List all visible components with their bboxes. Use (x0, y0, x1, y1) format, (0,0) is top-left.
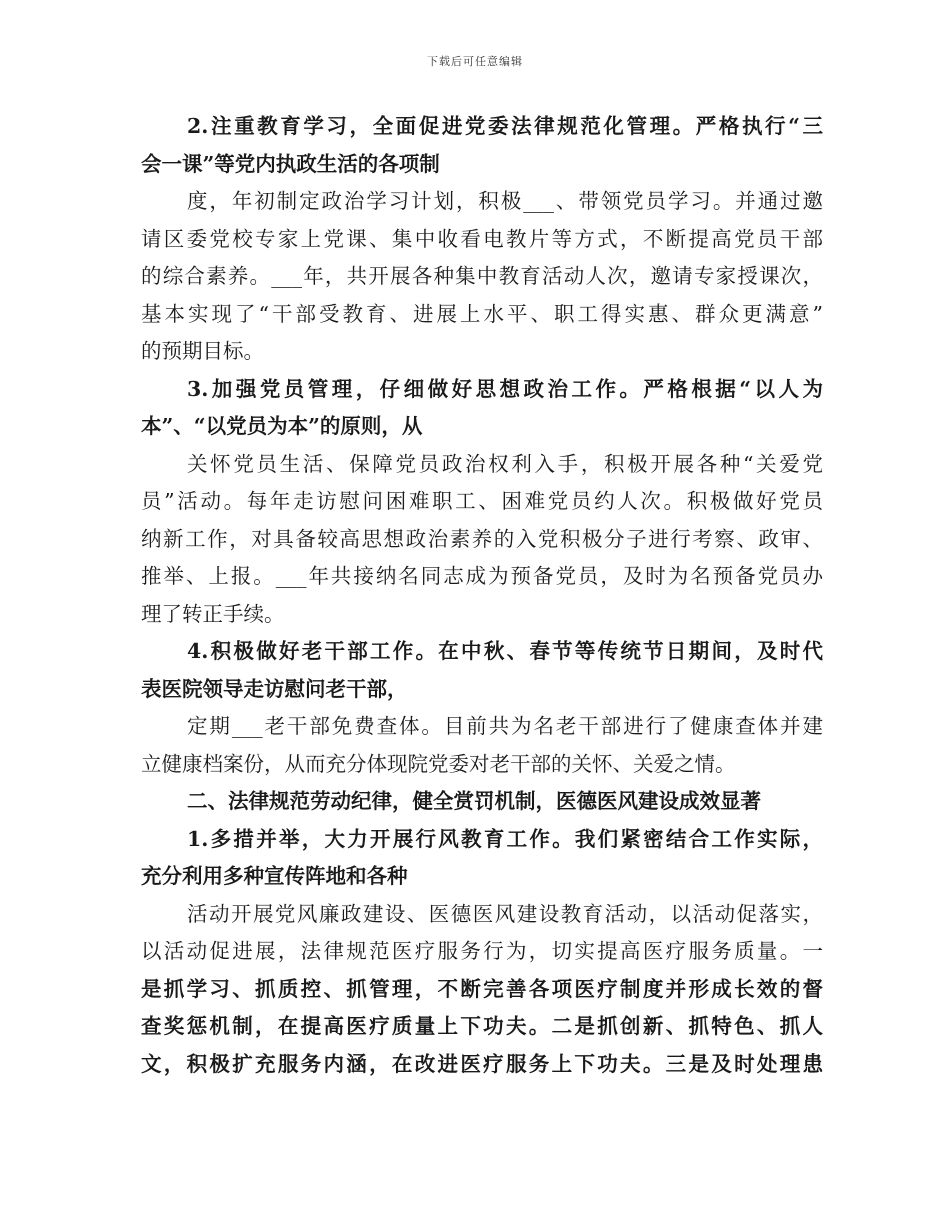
section-heading: 二、法律规范劳动纪律，健全赏罚机制，医德医风建设成效显著 (187, 789, 761, 813)
paragraph-heading-4-cont: 表医院领导走访慰问老干部， (141, 676, 408, 701)
paragraph-text: 立健康档案份，从而充分体现院党委对老干部的关怀、关爱之情。 (141, 751, 736, 776)
paragraph-heading-2: 2.注重教育学习，全面促进党委法律规范化管理。严格执行“三 (187, 114, 823, 138)
paragraph-text: 关怀党员生活、保障党员政治权利入手，积极开展各种“关爱党 (187, 451, 823, 476)
paragraph-text: 的综合素养。___年，共开展各种集中教育活动人次，邀请专家授课次， (141, 264, 823, 288)
paragraph-text: 推举、上报。___年共接纳名同志成为预备党员，及时为名预备党员办 (141, 564, 823, 588)
paragraph-text: 定期___老干部免费查体。目前共为名老干部进行了健康查体并建 (187, 714, 823, 738)
paragraph-text: 的预期目标。 (141, 339, 264, 363)
paragraph-text: 请区委党校专家上党课、集中收看电教片等方式，不断提高党员干部 (141, 226, 823, 251)
paragraph-text-bold: 文，积极扩充服务内涵，在改进医疗服务上下功夫。三是及时处理患 (141, 1051, 823, 1076)
paragraph-text-bold: 查奖惩机制，在提高医疗质量上下功夫。二是抓创新、抓特色、抓人 (141, 1014, 823, 1038)
paragraph-heading-2-cont: 会一课”等党内执政生活的各项制 (141, 151, 440, 176)
document-body (141, 108, 823, 1083)
paragraph-text: 活动开展党风廉政建设、医德医风建设教育活动，以活动促落实， (187, 901, 823, 926)
paragraph-heading-1: 1.多措并举，大力开展行风教育工作。我们紧密结合工作实际， (187, 826, 823, 851)
paragraph-text: 以活动促进展，法律规范医疗服务行为，切实提高医疗服务质量。一 (141, 939, 823, 963)
page-header-note: 下载后可任意编辑 (427, 55, 523, 68)
paragraph-text: 理了转正手续。 (141, 601, 285, 626)
paragraph-heading-3-cont: 本”、“以党员为本”的原则，从 (141, 414, 423, 438)
paragraph-heading-3: 3.加强党员管理，仔细做好思想政治工作。严格根据“以人为 (187, 376, 823, 401)
paragraph-heading-1-cont: 充分利用多种宣传阵地和各种 (141, 864, 408, 888)
paragraph-text: 基本实现了“干部受教育、进展上水平、职工得实惠、群众更满意” (141, 301, 823, 326)
paragraph-text: 度，年初制定政治学习计划，积极___、带领党员学习。并通过邀 (187, 189, 823, 213)
paragraph-text: 纳新工作，对具备较高思想政治素养的入党积极分子进行考察、政审、 (141, 526, 823, 551)
paragraph-text-bold: 是抓学习、抓质控、抓管理，不断完善各项医疗制度并形成长效的督 (141, 976, 823, 1001)
paragraph-text: 员”活动。每年走访慰问困难职工、困难党员约人次。积极做好党员 (141, 489, 823, 513)
paragraph-heading-4: 4.积极做好老干部工作。在中秋、春节等传统节日期间，及时代 (187, 639, 823, 663)
